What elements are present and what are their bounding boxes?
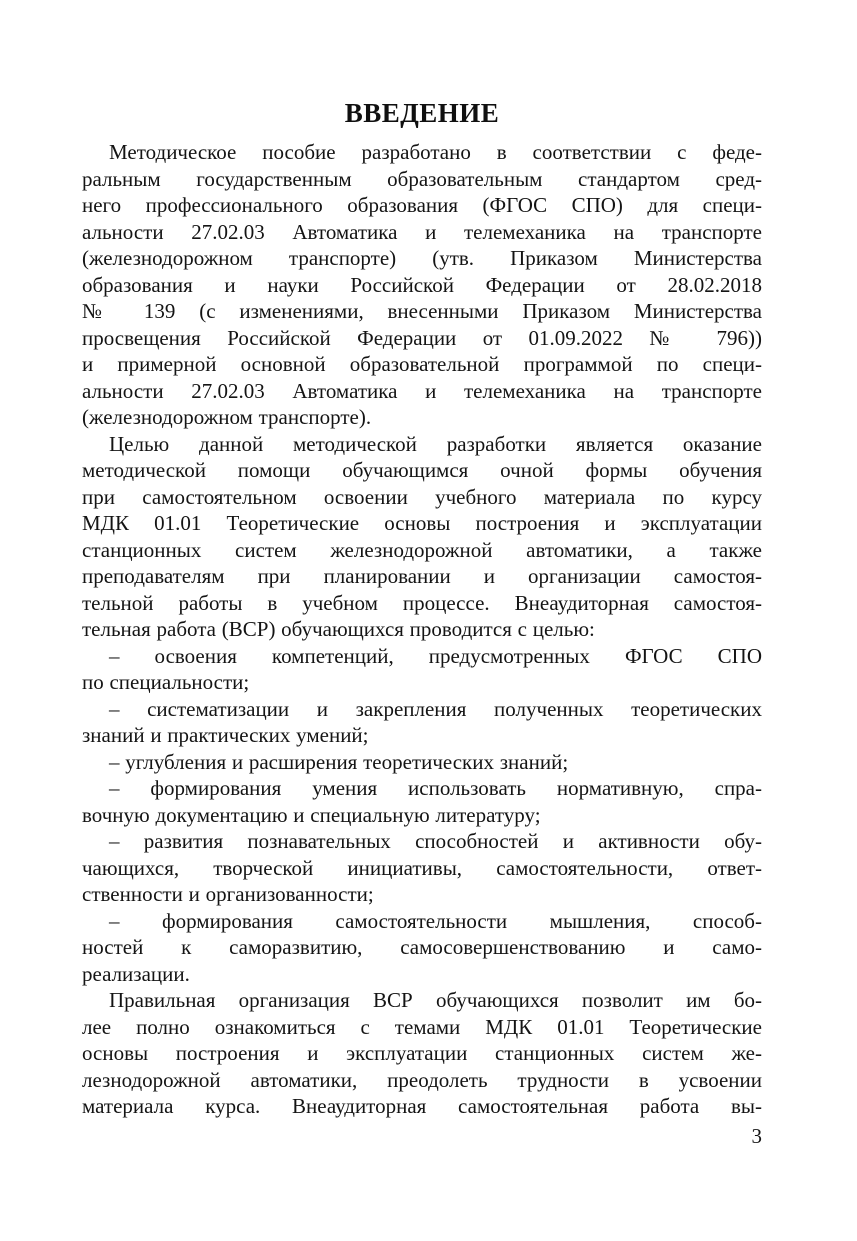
text-line: лее полно ознакомиться с темами МДК 01.01 Теоретические xyxy=(82,1014,762,1039)
text-line: – углубления и расширения теоретических знаний; xyxy=(109,749,569,774)
text-line: – формирования умения использовать нормативную, спра- xyxy=(109,776,762,800)
text-line: Методическое пособие разработано в соответствии с феде- xyxy=(109,140,762,164)
text-line: Правильная организация ВСР обучающихся позволит им бо- xyxy=(109,988,762,1012)
text-line: ственности и организованности; xyxy=(82,882,374,906)
paragraph xyxy=(82,749,762,776)
paragraph xyxy=(82,828,762,908)
text-line: (железнодорожном транспорте). xyxy=(82,405,372,429)
paragraph xyxy=(82,431,762,643)
text-line: основы построения и эксплуатации станционных систем же- xyxy=(82,1041,762,1065)
text-line: ральным государственным образовательным стандартом сред- xyxy=(82,166,762,191)
page-title: ВВЕДЕНИЕ xyxy=(344,98,500,128)
page-number: 3 xyxy=(751,1124,762,1148)
text-line: – развития познавательных способностей и активности обу- xyxy=(109,829,762,853)
text-line: знаний и практических умений; xyxy=(82,723,369,747)
text-line: методической помощи обучающимся очной формы обучения xyxy=(82,458,762,482)
text-line: – освоения компетенций, предусмотренных ФГОС СПО xyxy=(109,643,762,668)
text-line: альности 27.02.03 Автоматика и телемеханика на транспорте xyxy=(82,378,762,403)
paragraph xyxy=(82,775,762,828)
paragraph xyxy=(82,643,762,696)
paragraph xyxy=(82,908,762,988)
text-line: МДК 01.01 Теоретические основы построения и эксплуатации xyxy=(82,511,762,535)
text-line: образования и науки Российской Федерации от 28.02.2018 xyxy=(82,272,762,297)
text-line: и примерной основной образовательной программой по специ- xyxy=(82,352,762,376)
paragraph xyxy=(82,139,762,431)
text-line: станционных систем железнодорожной автоматики, а также xyxy=(82,537,762,562)
text-line: альности 27.02.03 Автоматика и телемеханика на транспорте xyxy=(82,219,762,244)
text-line: № 139 (с изменениями, внесенными Приказом Министерства xyxy=(82,299,762,323)
text-line: Целью данной методической разработки является оказание xyxy=(109,431,762,456)
text-line: преподавателям при планировании и организации самостоя- xyxy=(82,564,762,588)
text-line: материала курса. Внеаудиторная самостоятельная работа вы- xyxy=(82,1094,762,1118)
text-line: реализации. xyxy=(82,961,190,986)
text-line: – формирования самостоятельности мышления, способ- xyxy=(109,908,762,933)
text-line: него профессионального образования (ФГОС СПО) для специ- xyxy=(82,193,762,217)
paragraph xyxy=(82,696,762,749)
text-line: ностей к саморазвитию, самосовершенствованию и само- xyxy=(82,935,762,959)
body-text xyxy=(82,139,762,1120)
text-line: (железнодорожном транспорте) (утв. Приказом Министерства xyxy=(82,246,762,270)
text-line: – систематизации и закрепления полученных теоретических xyxy=(109,696,762,721)
text-line: по специальности; xyxy=(82,670,250,694)
text-line: тельная работа (ВСР) обучающихся проводится с целью: xyxy=(82,617,595,641)
text-line: при самостоятельном освоении учебного материала по курсу xyxy=(82,484,762,509)
paragraph xyxy=(82,987,762,1120)
text-line: вочную документацию и специальную литературу; xyxy=(82,802,541,827)
text-line: просвещения Российской Федерации от 01.09.2022 № 796)) xyxy=(82,325,762,350)
text-line: лезнодорожной автоматики, преодолеть трудности в усвоении xyxy=(82,1067,762,1092)
text-line: тельной работы в учебном процессе. Внеаудиторная самостоя- xyxy=(82,590,762,615)
text-line: чающихся, творческой инициативы, самостоятельности, ответ- xyxy=(82,855,762,880)
